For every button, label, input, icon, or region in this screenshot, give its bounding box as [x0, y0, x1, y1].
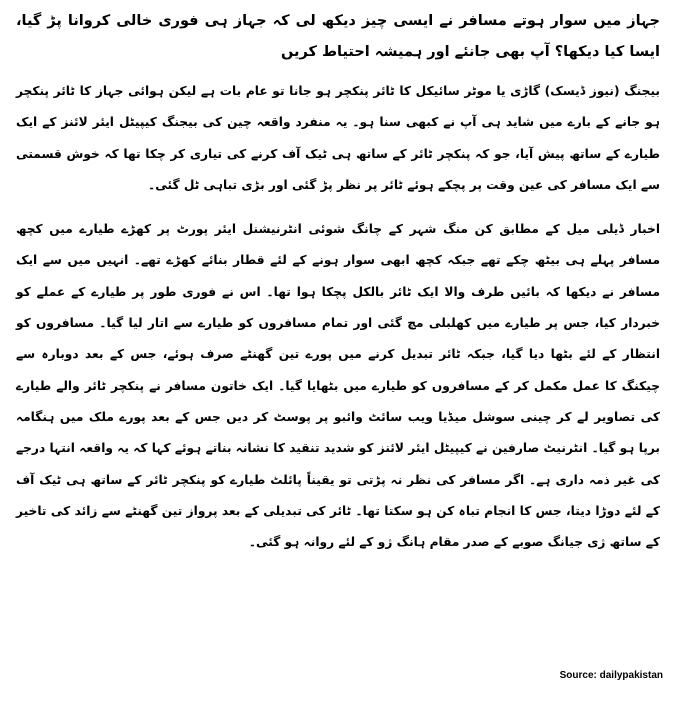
- source-credit: Source: dailypakistan: [559, 670, 663, 681]
- article-paragraph-1: بیجنگ (نیوز ڈیسک) گاڑی یا موٹر سائیکل کا ٹائر پنکچر ہو جانا تو عام بات ہے لیکن ہوائی جہاز کا ٹائر پنکچر ہو جانے کے بارے میں شاید ہی آپ نے کبھی سنا ہو۔ یہ منفرد واقعہ چین کی بیجنگ کیپیٹل ایئر لائنز کے ایک طیارے کے ساتھ پیش آیا، جو کہ پنکچر ٹائر کے ساتھ ہی ٹیک آف کرنے کی تیاری کر چکا تھا کہ خوش قسمتی سے ایک مسافر کی عین وقت پر پچکے ہوئے ٹائر پر نظر پڑ گئی اور بڑی تباہی ٹل گئی۔: [16, 84, 660, 192]
- article-paragraph-2: اخبار ڈیلی میل کے مطابق کن منگ شہر کے چانگ شوئی انٹرنیشنل ایئر پورٹ پر کھڑے طیارے میں کچھ مسافر پہلے ہی بیٹھ چکے تھے جبکہ کچھ ابھی سوار ہونے کے لئے قطار بنائے کھڑے تھے۔ انہیں میں سے ایک مسافر نے دیکھا کہ بائیں طرف والا ایک ٹائر بالکل پچکا ہوا تھا۔ اس نے فوری طور پر طیارے کے عملے کو خبردار کیا، جس پر طیارے میں کھلبلی مچ گئی اور تمام مسافروں کو طیارے سے اتار لیا گیا۔ مسافروں کو انتظار کے لئے بٹھا دیا گیا، جبکہ ٹائر تبدیل کرنے میں پورے تین گھنٹے صرف ہوئے، جس کے بعد دوبارہ سے چیکنگ کا عمل مکمل کر کے مسافروں کو طیارے میں بٹھایا گیا۔ ایک خاتون مسافر نے پنکچر ٹائر والے طیارے کی تصاویر لے کر چینی سوشل میڈیا ویب سائٹ وائبو پر پوسٹ کر دیں جس کے بعد پورے ملک میں ہنگامہ برپا ہو گیا۔ انٹرنیٹ صارفین نے کیپیٹل ایئر لائنز کو شدید تنقید کا نشانہ بناتے ہوئے کہا کہ یہ واقعہ انتہا درجے کی غیر ذمہ داری ہے۔ اگر مسافر کی نظر نہ پڑتی تو یقیناً پائلٹ طیارے کو پنکچر ٹائر کے ساتھ ہی ٹیک آف کے لئے دوڑا دیتا، جس کا انجام تباہ کن ہو سکتا تھا۔ ٹائر کی تبدیلی کے بعد پرواز تین گھنٹے سے زائد کی تاخیر کے ساتھ ژی جیانگ صوبے کے صدر مقام ہانگ ژو کے لئے روانہ ہو گئی۔: [16, 222, 660, 550]
- article: [12, 6, 664, 558]
- article-headline: جہاز میں سوار ہوتے مسافر نے ایسی چیز دیکھ لی کہ جہاز ہی فوری خالی کروانا پڑ گیا، ایسا کیا دیکھا؟ آپ بھی جانئے اور ہمیشہ احتیاط کریں: [16, 13, 660, 60]
